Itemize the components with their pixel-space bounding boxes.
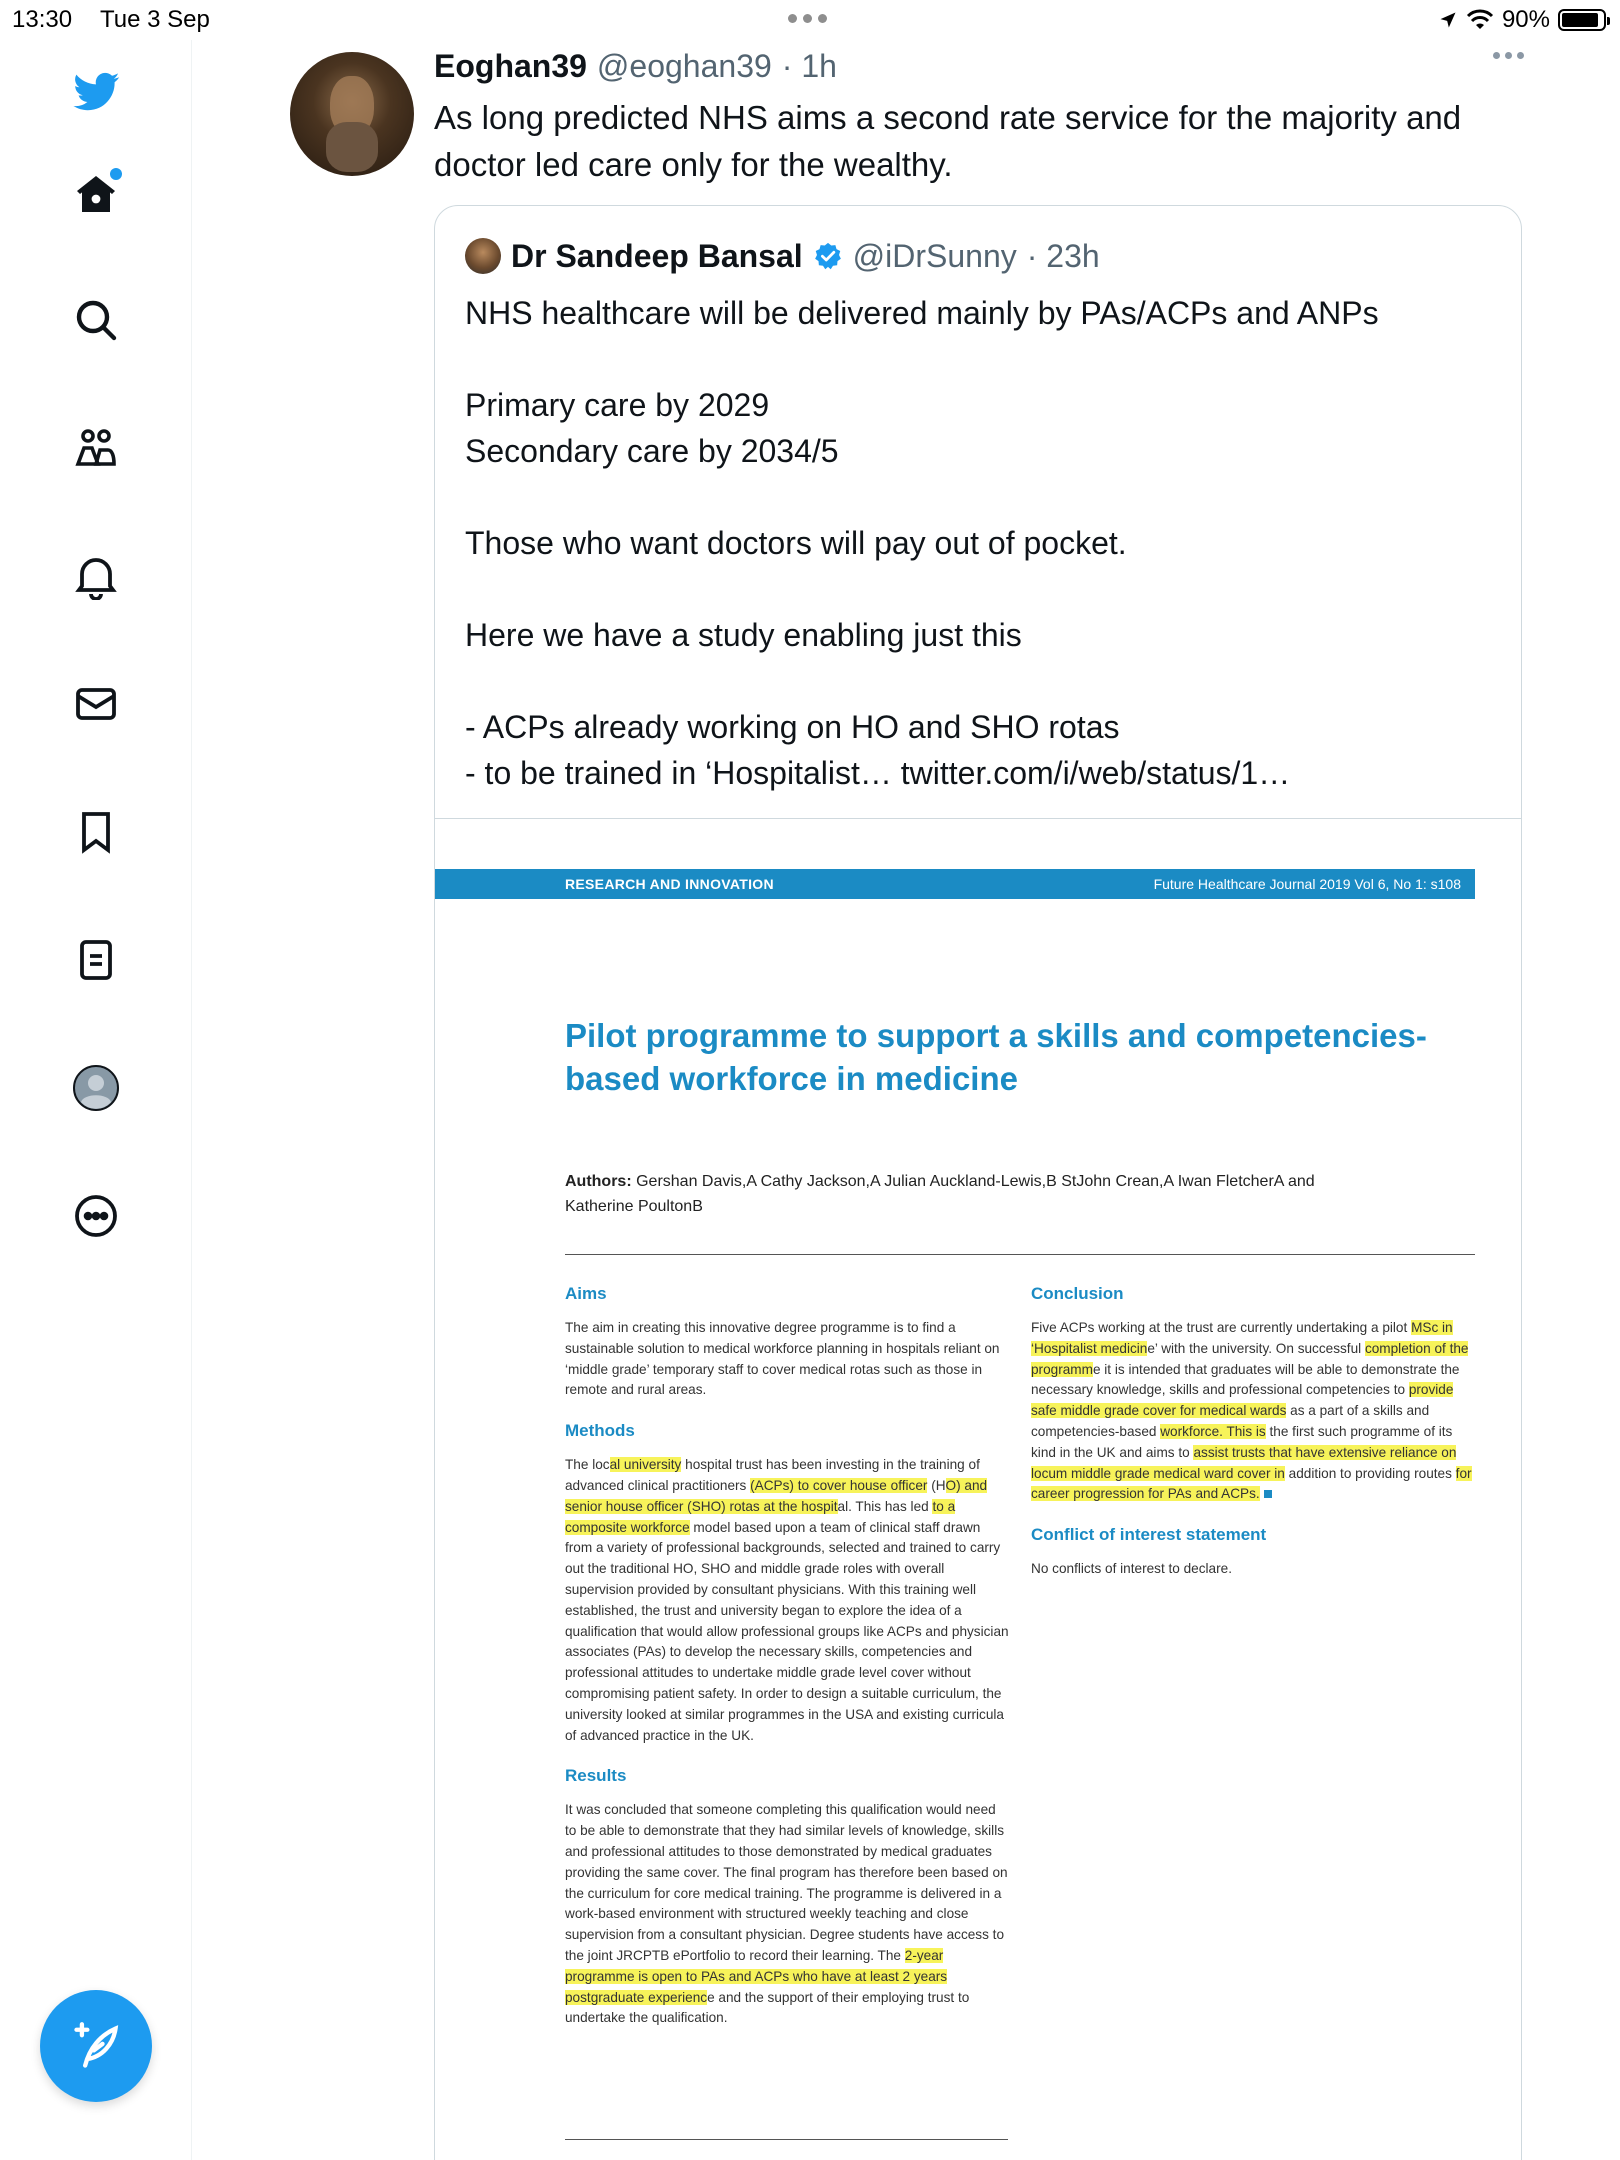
highlight: (ACPs) to cover house officer <box>750 1477 928 1493</box>
author-handle[interactable]: @eoghan39 <box>596 48 772 84</box>
results-text: It was concluded that someone completing this qualification would need to be able to demonstrate that they had similar levels of knowledge, skills and professional attitudes to those demonstrated by medical graduates providing the same cover. The final program has therefore been based on the curriculum for core medical training. The programme is delivered in a work-based environment with structured weekly teaching and close supervision from a consultant physician. Degree students have access to the joint JRCPTB ePortfolio to record their learning. The 2-year programme is open to PAs and ACPs who have at least 2 years postgraduate experience and the support of their employing trust to undertake the qualification. <box>565 1802 1008 2026</box>
sidebar-nav <box>0 40 192 2160</box>
paper-footer-rule <box>565 2139 1008 2140</box>
bookmarks-icon[interactable] <box>66 802 126 862</box>
methods-text: The local university hospital trust has been investing in the training of advanced clinical practitioners (ACPs) to cover house officer (HO) and senior house officer (SHO) rotas at the hospital. This has led to a composite workforce model based upon a team of clinical staff drawn from a variety of professional backgrounds, selected and trained to carry out the traditional HO, SHO and middle grade roles with overall supervision provided by consultant physicians. With this training well established, the trust and university began to explore the idea of a qualification that would allow professional groups like ACPs and physician associates (PAs) to develop the necessary skills, competencies and professional attitudes to undertake middle grade level cover without compromising patient safety. In order to design a suitable curriculum, the university looked at similar programmes in the USA and existing curricula of advanced practice in the UK. <box>565 1457 1009 1743</box>
highlight: al university <box>609 1457 682 1473</box>
authors-label: Authors: <box>565 1173 632 1190</box>
highlight: workforce. This is <box>1160 1423 1266 1439</box>
journal-citation: Future Healthcare Journal 2019 Vol 6, No 1: s108 <box>1153 876 1461 892</box>
battery-percent: 90% <box>1501 6 1550 33</box>
journal-header-band <box>435 869 1475 899</box>
aims-text: The aim in creating this innovative degree programme is to find a sustainable solution to medical workforce planning in hospitals reliant on ‘middle grade’ temporary staff to cover medical rotas such as those in remote and rural areas. <box>565 1320 1000 1398</box>
quoted-author-handle: @iDrSunny <box>852 237 1017 274</box>
highlight: 2-year programme is open to PAs and ACPs who have at least 2 years postgraduate experienc <box>565 1947 948 2005</box>
quoted-tweet-header <box>465 236 1100 276</box>
twitter-logo-icon[interactable] <box>66 62 126 122</box>
author-avatar[interactable] <box>290 52 414 176</box>
status-time: 13:30 <box>12 6 73 33</box>
conflict-heading: Conflict of interest statement <box>1031 1525 1267 1545</box>
location-arrow-icon <box>1438 10 1458 30</box>
more-options-icon[interactable] <box>66 1186 126 1246</box>
highlight: O) and senior house officer (SHO) rotas at the hospit <box>565 1477 988 1514</box>
quoted-tweet-time: · 23h <box>1026 237 1100 274</box>
methods-heading: Methods <box>565 1421 635 1441</box>
tweet-more-icon[interactable] <box>1493 52 1524 59</box>
conclusion-heading: Conclusion <box>1031 1284 1124 1303</box>
search-icon[interactable] <box>66 290 126 350</box>
communities-icon[interactable] <box>66 418 126 478</box>
status-date: Tue 3 Sep <box>100 6 210 33</box>
author-name[interactable]: Eoghan39 <box>434 48 587 84</box>
messages-envelope-icon[interactable] <box>66 674 126 734</box>
paper-title: Pilot programme to support a skills and competencies-based workforce in medicine <box>565 1017 1427 1097</box>
quoted-author-avatar <box>465 238 501 274</box>
verified-badge-icon <box>813 241 843 271</box>
quoted-author-name: Dr Sandeep Bansal <box>511 237 803 274</box>
wifi-icon <box>1466 9 1494 31</box>
home-icon[interactable] <box>66 164 126 224</box>
paper-left-column <box>565 1284 1010 2049</box>
highlight: assist trusts that have extensive reliance on locum middle grade medical ward cover in <box>1031 1444 1457 1481</box>
highlight: for career progression for PAs and ACPs. <box>1031 1465 1472 1502</box>
status-right <box>1438 6 1606 34</box>
end-mark-icon <box>1264 1490 1272 1498</box>
status-bar <box>0 0 1620 40</box>
tweet-time[interactable]: · 1h <box>781 48 837 84</box>
lists-icon[interactable] <box>66 930 126 990</box>
quoted-tweet[interactable] <box>434 205 1522 2160</box>
aims-heading: Aims <box>565 1284 607 1303</box>
tweet-header <box>434 48 1524 88</box>
multitasking-dots-icon[interactable] <box>788 14 827 23</box>
highlight: completion of the programm <box>1031 1340 1469 1377</box>
highlight: provide safe middle grade cover for medical wards <box>1031 1382 1454 1419</box>
profile-avatar-icon[interactable] <box>66 1058 126 1118</box>
tweet-text: As long predicted NHS aims a second rate service for the majority and doctor led care only for the wealthy. <box>434 99 1462 183</box>
authors-list: Gershan Davis,A Cathy Jackson,A Julian Auckland-Lewis,B StJohn Crean,A Iwan FletcherA and Katherine PoultonB <box>565 1173 1315 1215</box>
paper-divider <box>565 1254 1475 1255</box>
compose-feather-icon <box>70 2020 122 2072</box>
paper-right-column <box>1031 1284 1476 1600</box>
paper-authors <box>565 1169 1365 1219</box>
conclusion-text: Five ACPs working at the trust are currently undertaking a pilot MSc in ‘Hospitalist medicine’ with the university. On successful completion of the programme it is intended that graduates will be able to demonstrate the necessary knowledge, skills and professional competencies to provide safe middle grade cover for medical wards as a part of a skills and competencies-based workforce. This is the first such programme of its kind in the UK and aims to assist trusts that have extensive reliance on locum middle grade medical ward cover in addition to providing routes for career progression for PAs and ACPs. <box>1031 1320 1472 1502</box>
compose-tweet-button[interactable] <box>40 1990 152 2102</box>
notifications-bell-icon[interactable] <box>66 546 126 606</box>
attached-paper-image[interactable] <box>435 819 1522 2160</box>
results-heading: Results <box>565 1766 627 1786</box>
highlight: to a composite workforce <box>565 1498 956 1535</box>
home-notification-dot <box>110 168 122 180</box>
conflict-text: No conflicts of interest to declare. <box>1031 1561 1232 1577</box>
battery-icon <box>1558 9 1606 31</box>
journal-section-label: RESEARCH AND INNOVATION <box>565 876 774 892</box>
quoted-tweet-text: NHS healthcare will be delivered mainly by PAs/ACPs and ANPs Primary care by 2029 Secondary care by 2034/5 Those who want doctors will pay out of pocket. Here we have a study enabling just this - ACPs already working on HO and SHO rotas - to be trained in ‘Hospitalist… twitter.com/i/web/status/1… <box>465 295 1379 791</box>
highlight: MSc in ‘Hospitalist medicin <box>1031 1320 1453 1356</box>
